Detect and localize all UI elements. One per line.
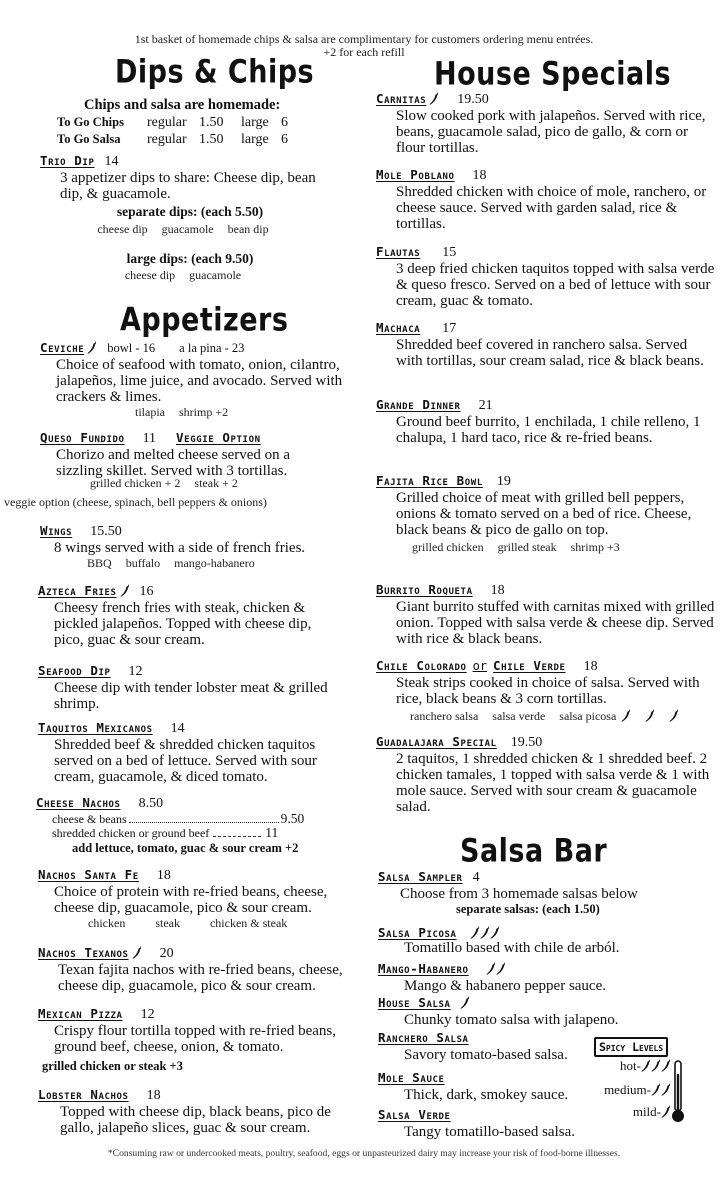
chili-pepper-icon: [490, 926, 500, 939]
item-name: Seafood Dip: [38, 663, 111, 678]
opt-label: shredded chicken or ground beef: [52, 826, 210, 840]
salsa-mole-sauce: [378, 1069, 608, 1103]
spicy-level-mild: [606, 1104, 671, 1120]
regular-price: 1.50: [199, 115, 224, 130]
salsa-house: [378, 994, 678, 1028]
menu-item-carnitas: [376, 90, 712, 156]
top-note-line1: 1st basket of homemade chips & salsa are complimentary for customers ordering menu entrées.: [134, 32, 594, 46]
item-name: Ceviche: [40, 340, 85, 355]
appetizers-title: Appetizers: [120, 302, 289, 339]
item-name: Trio Dip: [40, 153, 95, 168]
item-price: 19: [496, 474, 511, 489]
regular-label: regular: [147, 115, 187, 130]
chili-pepper-icon: [651, 1083, 661, 1096]
opt-price: 9.50: [280, 811, 305, 826]
medium-label: medium-: [604, 1082, 651, 1097]
veggie-option-name: Veggie Option: [176, 430, 261, 445]
top-note-line2: +2 for each refill: [323, 45, 405, 59]
chili-pepper-icon: [661, 1059, 671, 1072]
menu-item-nachos-texanos: [38, 944, 358, 994]
opt: bean dip: [227, 222, 269, 236]
item-desc: Choose from 3 homemade salsas below: [400, 886, 638, 902]
mexican-pizza-addon: grilled chicken or steak +3: [42, 1059, 183, 1073]
or-label: or: [472, 659, 488, 673]
regular-label: regular: [147, 132, 187, 147]
item-name: Machaca: [376, 320, 421, 335]
veggie-option-desc: veggie option (cheese, spinach, bell peppers & onions): [4, 495, 267, 509]
opt: BBQ: [87, 556, 112, 570]
item-desc: Savory tomato-based salsa.: [404, 1047, 568, 1063]
separate-dips-label: separate dips: (each 5.50): [116, 204, 264, 219]
item-name: Taquitos Mexicanos: [38, 720, 153, 735]
item-name: Cheese Nachos: [36, 795, 121, 810]
item-desc: Cheese dip with tender lobster meat & grilled shrimp.: [54, 680, 328, 712]
item-name: Chile Colorado: [376, 658, 467, 673]
item-desc: Shredded chicken with choice of mole, ranchero, or cheese sauce. Served with garden salad, rice & tortillas.: [396, 184, 707, 232]
item-desc: Topped with cheese dip, black beans, pico de gallo, jalapeño slices, guac & sour cream.: [60, 1104, 331, 1136]
large-dips-label: large dips: (each 9.50): [126, 251, 254, 266]
opt: mango-habanero: [174, 556, 255, 570]
chicken-beef-row: [36, 826, 336, 840]
item-desc: Crispy flour tortilla topped with re-fried beans, ground beef, cheese, onion, & tomato.: [54, 1023, 337, 1055]
item-price: 14: [104, 154, 119, 169]
to-go-row: [57, 114, 357, 131]
dips-chips-title: Dips & Chips: [115, 54, 315, 91]
item-name: Wings: [40, 523, 73, 538]
chili-pepper-icon: [460, 996, 470, 1009]
menu-item-mole-poblano: [376, 166, 712, 232]
item-price: 18: [472, 168, 487, 183]
item-price: 18: [146, 1088, 161, 1103]
menu-item-azteca-fries: [38, 582, 338, 648]
menu-item-fajita-rice-bowl: [376, 472, 712, 554]
item-desc: Steak strips cooked in choice of salsa. Served with rice, black beans & 3 corn tortillas.: [396, 675, 700, 707]
chili-pepper-icon: [621, 709, 631, 722]
separate-dips: [40, 203, 340, 236]
salsa-verde: [378, 1106, 608, 1140]
menu-item-salsa-sampler: [378, 868, 714, 917]
item-price: 21: [478, 398, 493, 413]
item-name-2: Chile Verde: [493, 658, 566, 673]
to-go-list: [57, 114, 357, 148]
item-name: Salsa Picosa: [378, 925, 457, 940]
item-price: 12: [140, 1007, 155, 1022]
item-price: 12: [128, 664, 143, 679]
item-price: 15: [442, 245, 457, 260]
item-price: 19.50: [457, 92, 489, 107]
thermometer-icon: [671, 1060, 685, 1129]
item-desc: 2 taquitos, 1 shredded chicken & 1 shredded beef. 2 chicken tamales, 1 topped with salsa verde & 1 with mole sauce. Served with sour cream & guacamole salad.: [396, 751, 710, 815]
homemade-note-text: Chips and salsa are homemade:: [84, 97, 281, 113]
item-desc: Shredded beef covered in ranchero salsa. Served with tortillas, sour cream salad, rice & black beans.: [396, 337, 704, 369]
item-name: Nachos Santa Fe: [38, 867, 139, 882]
item-desc: 3 deep fried chicken taquitos topped with salsa verde & queso fresco. Served on a bed of lettuce with sour cream, guac & tomato.: [396, 261, 715, 309]
item-name: Burrito Roqueta: [376, 582, 473, 597]
item-desc: Cheesy french fries with steak, chicken & pickled jalapeños. Topped with cheese dip, pico, guac & sour cream.: [54, 600, 312, 648]
item-desc: Choice of protein with re-fried beans, cheese, cheese dip, guacamole, pico & sour cream.: [54, 884, 328, 916]
opt: shrimp +2: [179, 405, 229, 419]
to-go-salsa-label: To Go Salsa: [57, 132, 121, 146]
opt-price: 11: [265, 825, 279, 840]
item-price: 14: [170, 721, 185, 736]
to-go-row: [57, 131, 357, 148]
salsa-mango-habanero: [378, 960, 678, 994]
menu-item-taquitos-mexicanos: [38, 719, 338, 785]
menu-item-wings: [40, 522, 360, 570]
leader-dots: [129, 822, 279, 823]
item-name: Grande Dinner: [376, 397, 461, 412]
item-price: 16: [139, 584, 154, 599]
footer-disclaimer: *Consuming raw or undercooked meats, poultry, seafood, eggs or unpasteurized dairy may increase your risk of food-borne illnesses.: [107, 1148, 621, 1159]
item-desc: Mango & habanero pepper sauce.: [404, 978, 607, 994]
sampler-note: separate salsas: (each 1.50): [456, 902, 600, 916]
opt: grilled chicken + 2: [90, 476, 181, 490]
item-price: 4: [472, 870, 480, 885]
menu-item-burrito-roqueta: [376, 581, 716, 647]
mild-label: mild-: [632, 1104, 661, 1119]
hot-label: hot-: [620, 1058, 641, 1073]
opt: cheese dip: [97, 222, 148, 236]
item-desc: 3 appetizer dips to share: Cheese dip, bean dip, & guacamole.: [60, 170, 316, 202]
item-desc: Texan fajita nachos with re-fried beans, cheese, cheese dip, guacamole, pico & sour cream.: [58, 962, 343, 994]
item-name: Mole Poblano: [376, 167, 455, 182]
chili-pepper-icon: [645, 709, 655, 722]
item-name: Lobster Nachos: [38, 1087, 129, 1102]
item-price: 18: [583, 659, 598, 674]
opt: guacamole: [161, 222, 214, 236]
item-name: Guadalajara Special: [376, 734, 497, 749]
item-desc: Chunky tomato salsa with jalapeno.: [404, 1012, 619, 1028]
opt: cheese dip: [124, 268, 176, 282]
chili-pepper-icon: [661, 1105, 671, 1118]
menu-item-grande-dinner: [376, 396, 712, 446]
menu-item-nachos-santa-fe: [38, 866, 348, 930]
item-price: bowl - 16: [107, 341, 156, 355]
opt: ranchero salsa: [410, 709, 479, 723]
salsa-bar-title: Salsa Bar: [460, 833, 608, 870]
large-dips: [40, 250, 340, 282]
item-name: Ranchero Salsa: [378, 1030, 469, 1045]
item-price: 17: [442, 321, 457, 336]
menu-item-lobster-nachos: [38, 1086, 358, 1136]
chili-pepper-icon: [486, 962, 496, 975]
menu-item-trio-dip: [40, 152, 340, 202]
chili-pepper-icon: [87, 341, 97, 354]
item-name: Carnitas: [376, 91, 427, 106]
item-name: Queso Fundido: [40, 430, 125, 445]
item-desc: Slow cooked pork with jalapeños. Served with rice, beans, guacamole salad, pico de gallo, & corn or flour tortillas.: [396, 108, 706, 156]
regular-price: 1.50: [199, 132, 224, 147]
opt: chicken: [88, 916, 126, 930]
spicy-levels-badge: Spicy Levels: [594, 1037, 668, 1057]
item-name: House Salsa: [378, 995, 451, 1010]
menu-item-cheese-nachos: [36, 794, 336, 857]
opt: guacamole: [189, 268, 242, 282]
menu-item-flautas: [376, 243, 716, 309]
item-desc: Tangy tomatillo-based salsa.: [404, 1124, 575, 1140]
menu-item-ceviche: [40, 339, 350, 419]
opt: salsa verde: [492, 709, 546, 723]
salsa-picosa: [378, 924, 678, 956]
item-desc: Ground beef burrito, 1 enchilada, 1 chile relleno, 1 chalupa, 1 hard taco, rice & re-fried beans.: [396, 414, 701, 446]
item-name: Salsa Sampler: [378, 869, 463, 884]
item-price: 18: [156, 868, 171, 883]
opt: steak: [155, 916, 180, 930]
opt-label: cheese & beans: [52, 812, 127, 826]
item-desc: 8 wings served with a side of french fries.: [54, 540, 306, 556]
item-name: Flautas: [376, 244, 421, 259]
chili-pepper-icon: [641, 1059, 651, 1072]
spicy-level-medium: [586, 1082, 671, 1098]
menu-item-guadalajara-special: [376, 733, 712, 815]
menu-item-seafood-dip: [38, 662, 328, 712]
item-name: Azteca Fries: [38, 583, 117, 598]
cheese-beans-row: [36, 812, 336, 826]
leader-dots: [213, 836, 261, 837]
item-name: Mexican Pizza: [38, 1006, 123, 1021]
item-desc: Shredded beef & shredded chicken taquitos served on a bed of lettuce. Served with sour cream, guacamole, & diced tomato.: [54, 737, 317, 785]
item-desc: Grilled choice of meat with grilled bell peppers, onions & tomato served on a bed of rice. Cheese, black beans & pico de gallo on top.: [396, 490, 692, 538]
item-name: Nachos Texanos: [38, 945, 129, 960]
cheese-nachos-addon: add lettuce, tomato, guac & sour cream +2: [72, 841, 299, 855]
item-name: Mole Sauce: [378, 1070, 445, 1085]
item-price: 8.50: [138, 796, 164, 811]
menu-item-mexican-pizza: [38, 1005, 354, 1077]
large-label: large: [241, 115, 269, 130]
item-price: 18: [490, 583, 505, 598]
menu-item-chile-colorado: [376, 657, 712, 723]
opt: grilled chicken: [412, 540, 484, 554]
opt: buffalo: [125, 556, 161, 570]
large-price: 6: [281, 115, 288, 130]
item-price-2: a la pina - 23: [179, 341, 245, 355]
spicy-level-hot: [596, 1058, 671, 1074]
item-desc: Chorizo and melted cheese served on a sizzling skillet. Served with 3 tortillas.: [56, 447, 291, 479]
opt: steak + 2: [194, 476, 238, 490]
item-name: Mango-Habanero: [378, 961, 469, 976]
opt: grilled steak: [497, 540, 557, 554]
house-specials-title: House Specials: [434, 56, 672, 93]
item-price: 15.50: [90, 524, 122, 539]
chili-pepper-icon: [661, 1083, 671, 1096]
item-desc: Choice of seafood with tomato, onion, cilantro, jalapeños, lime juice, and avocado. Served with crackers & limes.: [56, 357, 343, 405]
homemade-note: [84, 97, 344, 114]
chili-pepper-icon: [132, 946, 142, 959]
opt: salsa picosa: [559, 709, 617, 723]
item-desc: Thick, dark, smokey sauce.: [404, 1087, 569, 1103]
large-label: large: [241, 132, 269, 147]
menu-item-queso-fundido: [40, 429, 360, 490]
salsa-ranchero: [378, 1029, 608, 1063]
chili-pepper-icon: [470, 926, 480, 939]
item-price: 11: [142, 431, 157, 446]
menu-item-machaca: [376, 319, 712, 369]
item-price: 20: [159, 946, 174, 961]
chili-pepper-icon: [669, 709, 679, 722]
item-desc: Tomatillo based with chile de arból.: [404, 940, 620, 956]
large-price: 6: [281, 132, 288, 147]
chili-pepper-icon: [496, 962, 506, 975]
chili-pepper-icon: [480, 926, 490, 939]
opt: shrimp +3: [570, 540, 620, 554]
chili-pepper-icon: [120, 584, 130, 597]
to-go-chips-label: To Go Chips: [57, 115, 124, 129]
item-name: Salsa Verde: [378, 1107, 451, 1122]
veggie-option-note: [4, 495, 344, 509]
item-name: Fajita Rice Bowl: [376, 473, 483, 488]
opt: chicken & steak: [209, 916, 288, 930]
opt: tilapia: [135, 405, 165, 419]
chili-pepper-icon: [429, 92, 439, 105]
item-price: 19.50: [510, 735, 543, 750]
chili-pepper-icon: [651, 1059, 661, 1072]
item-desc: Giant burrito stuffed with carnitas mixed with grilled onion. Topped with salsa verde & cheese dip. Served with rice & black beans.: [396, 599, 715, 647]
